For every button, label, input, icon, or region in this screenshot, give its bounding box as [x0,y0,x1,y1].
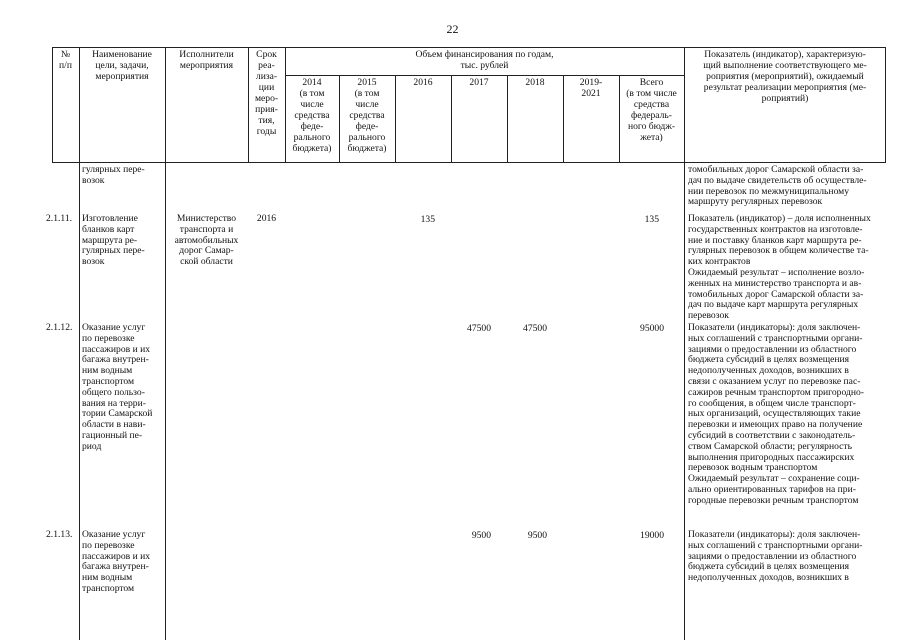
row-name: Оказание услуг по перевозке пассажиров и их багажа внутрен- ним водным транспортом [82,529,151,594]
header-funding: Объем финансирования по годам, тыс. рублей [415,49,554,71]
header-2015: 2015 (в том числе средства феде- рального бюджета) [347,77,387,154]
row-value-total: 19000 [640,530,664,541]
row-indicator: Показатели (индикаторы): доля заключен- ных соглашений с транспортными органи- зациями о предоставлении из областного бюджета субсидий в целях возмещения недополученных доходов, возникших в [688,529,863,584]
row-value-2018: 47500 [523,323,547,334]
row-value-total: 135 [644,214,659,225]
header-2017: 2017 [469,77,489,88]
row-executor: Министерство транспорта и автомобильных дорог Самар- ской области [174,213,239,268]
continuation-indicator: томобильных дорог Самарской области за- дач по выдаче свидетельств об осуществле- нии перевозок по межмуниципальному маршруту регулярных перевозок [688,164,867,208]
header-2019-2021: 2019- 2021 [579,77,603,99]
header-total: Всего (в том числе средства федераль- ного бюдж- жета) [626,77,677,143]
page-number: 22 [446,22,459,36]
row-indicator: Показатели (индикаторы): доля заключен- ных соглашений с транспортными органи- зациями о предоставлении из областного бюджета субсидий в целях возмещения недополученных доходов, возникших в связи с оказанием услуг по перевозке пас- сажиров речным транспортом пригородно- го сообщения, в общем числе транспорт- ных организаций, осуществляющих такие перевозки и имеющих право на получение субсидий в соответствии с законодатель- ством Самарской области; регулярность выполнения пригородных пассажирских перевозок водным транспортом Ожидаемый результат – сохранение соци- ально ориентированных тарифов на при- городные перевозки речным транспортом [688,322,864,506]
header-name: Наименование цели, задачи, мероприятия [92,49,152,82]
row-number: 2.1.13. [46,529,73,540]
header-2014: 2014 (в том числе средства феде- рального бюджета) [292,77,332,154]
row-value-2017: 47500 [467,323,491,334]
continuation-name: гулярных пере- возок [82,164,145,186]
row-value-2018: 9500 [527,530,547,541]
header-executors: Исполнители мероприятия [179,49,234,71]
row-name: Оказание услуг по перевозке пассажиров и их багажа внутрен- ним водным транспортом общего пользо- вания на терри- тории Самарской области в нави- гационный пе- риод [82,322,153,452]
header-2018: 2018 [525,77,545,88]
header-num: № п/п [59,49,72,71]
row-value-2017: 9500 [471,530,491,541]
row-value-2016: 135 [420,214,435,225]
row-name: Изготовление бланков карт маршрута ре- гулярных пере- возок [82,213,145,268]
header-indicator: Показатель (индикатор), характеризую- щий выполнение соответствующего ме- роприятия (мероприятий), ожидаемый результат реализации мероприятия (ме- роприятий) [703,49,867,104]
row-number: 2.1.11. [46,213,73,224]
header-2016: 2016 [413,77,433,88]
header-term: Срок реа- лиза- ции меро- прия- тия, годы [254,49,279,137]
row-number: 2.1.12. [46,322,73,333]
row-value-total: 95000 [640,323,664,334]
row-term: 2016 [256,213,277,224]
row-indicator: Показатель (индикатор) – доля исполненных государственных контрактов на изготовле- ние и поставку бланков карт маршрута ре- гулярных перевозок в общем количестве та- ких контрактов Ожидаемый результат – исполнение возло- женных на министерство транспорта и ав- томобильных дорог Самарской области за- дач по выдаче карт маршрута регулярных перевозок [688,213,871,322]
